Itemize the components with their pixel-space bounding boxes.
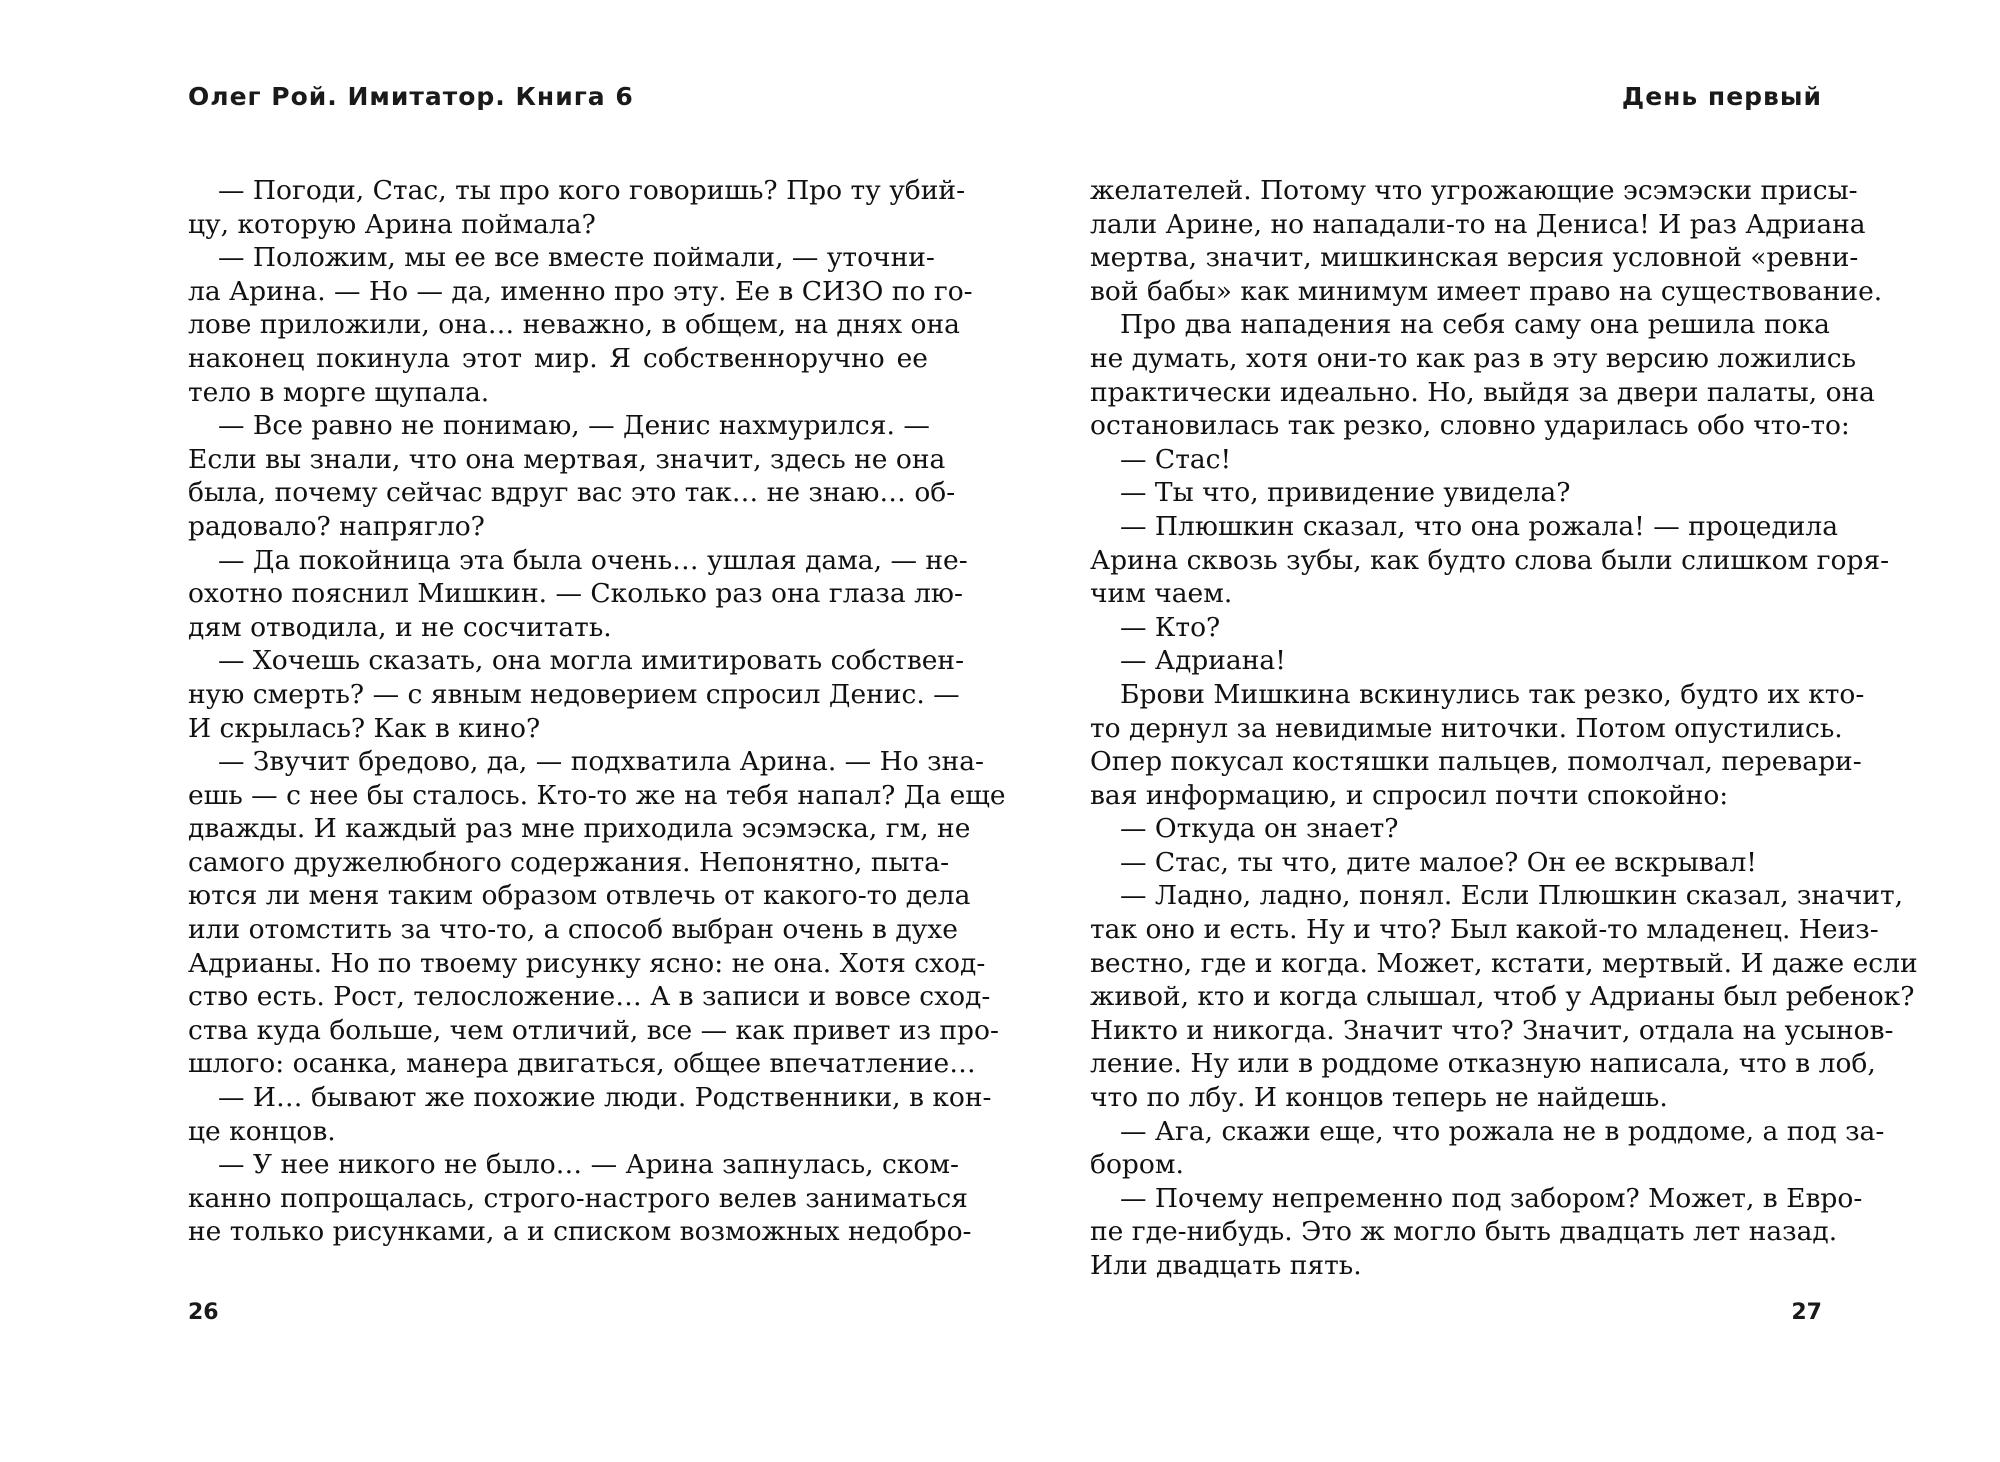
text-line: не только рисунками, а и списком возможных недобро- (188, 1216, 972, 1248)
text-line: — Стас, ты что, дите малое? Он ее вскрывал! (1120, 846, 1757, 878)
text-line: — Погоди, Стас, ты про кого говоришь? Про ту убий- (218, 175, 966, 206)
text-line: Адрианы. Но по твоему рисунку ясно: не она. Хотя сход- (188, 947, 986, 979)
text-line: Или двадцать пять. (1090, 1250, 1362, 1281)
text-line: Про два нападения на себя саму она решила пока (1120, 309, 1830, 341)
text-line: ла Арина. — Но — да, именно про эту. Ее в СИЗО по го- (188, 275, 973, 307)
text-line: дям отводила, и не сосчитать. (188, 611, 612, 643)
text-line: — Адриана! (1120, 645, 1286, 677)
text-line: — Ты что, привидение увидела? (1120, 477, 1571, 509)
text-line: — Ладно, ладно, понял. Если Плюшкин сказал, значит, (1120, 880, 1904, 912)
text-line: — Положим, мы ее все вместе поймали, — уточни- (218, 242, 935, 274)
text-line: Никто и никогда. Значит что? Значит, отдала на усынов- (1090, 1014, 1894, 1046)
text-line: что по лбу. И концов теперь не найдешь. (1090, 1082, 1668, 1114)
text-line: ную смерть? — с явным недоверием спросил Денис. — (188, 678, 960, 710)
text-line: ешь — с нее бы сталось. Кто-то же на тебя напал? Да еще (188, 779, 1006, 811)
text-line: живой, кто и когда слышал, чтоб у Адрианы был ребенок? (1090, 981, 1915, 1013)
text-line: дважды. И каждый раз мне приходила эсэмэска, гм, не (188, 813, 971, 845)
text-line: И скрылась? Как в кино? (188, 712, 541, 744)
text-line: — Стас! (1120, 443, 1232, 475)
page-number-right: 27 (1791, 1300, 1822, 1325)
text-line: охотно пояснил Мишкин. — Сколько раз она глаза лю- (188, 578, 963, 610)
text-line: не думать, хотя они-то как раз в эту версию ложились (1090, 342, 1857, 374)
text-line: — У нее никого не было… — Арина запнулась, ском- (218, 1149, 959, 1181)
text-line: мертва, значит, мишкинская версия условной «ревни- (1090, 242, 1859, 274)
text-line: бором. (1090, 1149, 1184, 1181)
text-line: Опер покусал костяшки пальцев, помолчал, перевари- (1090, 746, 1862, 778)
text-line: ются ли меня таким образом отвлечь от какого-то дела (188, 880, 971, 912)
text-line: пе где-нибудь. Это ж могло быть двадцать лет назад. (1090, 1216, 1838, 1248)
text-line: желателей. Потому что угрожающие эсэмэски присы- (1090, 175, 1858, 206)
text-line: — Хочешь сказать, она могла имитировать собствен- (218, 645, 965, 677)
text-line: Брови Мишкина вскинулись так резко, будто их кто- (1120, 678, 1865, 710)
text-line: была, почему сейчас вдруг вас это так… не знаю… об- (188, 477, 956, 509)
text-line: — Ага, скажи еще, что рожала не в роддоме, а под за- (1120, 1115, 1885, 1147)
text-line: — Звучит бредово, да, — подхватила Арина. — Но зна- (218, 746, 984, 778)
text-line: самого дружелюбного содержания. Непонятно, пыта- (188, 846, 950, 878)
right-page-text (1090, 174, 1918, 1283)
text-line: вой бабы» как минимум имеет право на существование. (1090, 275, 1883, 307)
text-line: чим чаем. (1090, 578, 1233, 610)
text-line: — Да покойница эта была очень… ушлая дама, — не- (218, 544, 968, 576)
text-line: — Откуда он знает? (1120, 813, 1399, 845)
text-line: — И… бывают же похожие люди. Родственники, в кон- (218, 1082, 992, 1114)
text-line: ление. Ну или в роддоме отказную написала, что в лоб, (1090, 1048, 1876, 1080)
text-line: вая информацию, и спросил почти спокойно: (1090, 779, 1729, 811)
text-line: радовало? напрягло? (188, 510, 485, 542)
text-line: — Кто? (1120, 611, 1221, 643)
left-page-text (188, 174, 1006, 1249)
text-line: ство есть. Рост, телосложение… А в записи и вовсе сход- (188, 981, 991, 1013)
text-line: вестно, где и когда. Может, кстати, мертвый. И даже если (1090, 947, 1918, 979)
text-line: Если вы знали, что она мертвая, значит, здесь не она (188, 443, 946, 475)
text-line: то дернул за невидимые ниточки. Потом опустились. (1090, 712, 1843, 744)
text-line: — Плюшкин сказал, что она рожала! — процедила (1120, 510, 1839, 542)
text-line: так оно и есть. Ну и что? Был какой-то младенец. Неиз- (1090, 914, 1879, 946)
text-line: це концов. (188, 1115, 336, 1147)
running-head-right: День первый (1621, 82, 1822, 111)
text-line: — Почему непременно под забором? Может, в Евро- (1120, 1182, 1863, 1214)
text-line: цу, которую Арина поймала? (188, 208, 596, 240)
page-number-left: 26 (188, 1300, 219, 1325)
text-line: — Все равно не понимаю, — Денис нахмурился. — (218, 410, 930, 442)
text-line: тело в морге щупала. (188, 376, 490, 408)
running-head-left: Олег Рой. Имитатор. Книга 6 (188, 82, 634, 111)
text-line: шлого: осанка, манера двигаться, общее впечатление… (188, 1048, 976, 1080)
text-line: или отомстить за что-то, а способ выбран очень в духе (188, 914, 958, 946)
text-line: ства куда больше, чем отличий, все — как привет из про- (188, 1014, 999, 1046)
text-line: лали Арине, но нападали-то на Дениса! И раз Адриана (1090, 208, 1866, 240)
text-line: остановилась так резко, словно ударилась обо что-то: (1090, 410, 1850, 442)
text-line: лове приложили, она… неважно, в общем, на днях она (188, 309, 960, 341)
text-line: канно попрощалась, строго-настрого велев заниматься (188, 1182, 968, 1214)
text-line: Арина сквозь зубы, как будто слова были слишком горя- (1090, 544, 1890, 576)
text-line: наконец покинула этот мир. Я собственноручно ее (188, 342, 928, 374)
text-line: практически идеально. Но, выйдя за двери палаты, она (1090, 376, 1875, 408)
